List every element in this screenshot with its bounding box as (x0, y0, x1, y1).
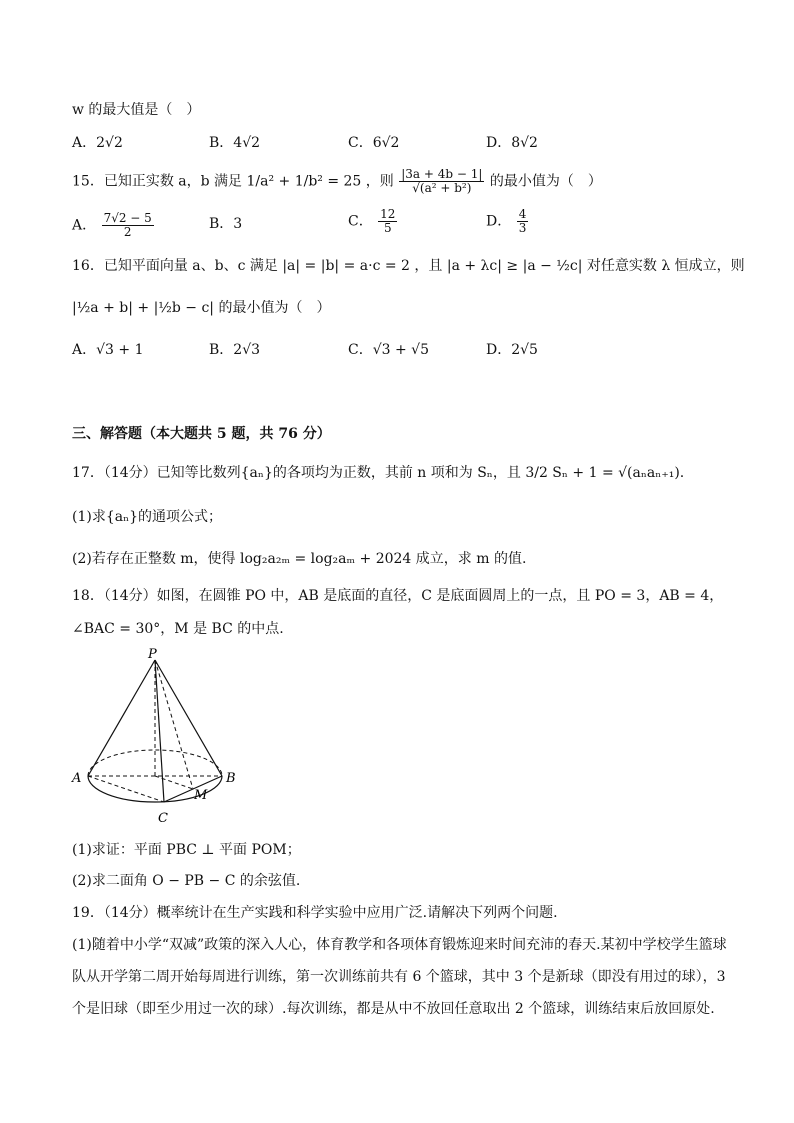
q16-suffix: 对任意实数 λ 恒成立，则 (586, 258, 745, 274)
q15-option-a-fraction (102, 212, 154, 239)
q16-line1 (72, 256, 745, 276)
q15-option-d-num: 4 (518, 207, 527, 221)
section-3-title: 三、解答题（本大题共 5 题，共 76 分） (72, 426, 331, 442)
q14-option-a: A．2√2 (72, 135, 123, 151)
q16-inequality: |a + λc| ≥ |a − ½c| (446, 258, 583, 274)
line-pm (155, 660, 193, 789)
q15-option-c (348, 208, 398, 235)
q17-part2: (2)若存在正整数 m，使得 log₂a₂ₘ = log₂aₘ + 2024 成立，求 m 的值. (72, 551, 527, 567)
q15-option-d-fraction (517, 208, 529, 235)
q14-option-c: C．6√2 (348, 135, 400, 151)
q15-option-a-num: 7√2 − 5 (103, 211, 152, 225)
q15-condition: 1/a² + 1/b² = 25 (246, 173, 362, 190)
q15-option-a-den: 2 (123, 225, 132, 239)
q15-stem (72, 168, 602, 195)
q18-part1: (1)求证：平面 PBC ⊥ 平面 POM； (72, 842, 301, 858)
q16-prefix: 16．已知平面向量 a、b、c 满足 (72, 258, 278, 274)
q15-option-d (486, 208, 529, 235)
q16-option-b: B．2√3 (209, 342, 261, 358)
q18-part2: (2)求二面角 O − PB − C 的余弦值. (72, 873, 301, 889)
q14-tail: w 的最大值是（ ） (72, 102, 201, 118)
q19-line3: 队从开学第二周开始每周进行训练，第一次训练前共有 6 个篮球，其中 3 个是新球（即没有用过的球），3 (72, 969, 726, 985)
q19-line4: 个是旧球（即至少用过一次的球）.每次训练，都是从中不放回任意取出 2 个篮球，训练结束后放回原处. (72, 1001, 715, 1017)
q15-option-c-num: 12 (380, 207, 396, 221)
q15-option-c-den: 5 (383, 221, 392, 235)
q15-option-d-label: D． (486, 213, 512, 230)
q19-line2: (1)随着中小学“双减”政策的深入人心，体育教学和各项体育锻炼迎来时间充沛的春天.某初中学校学生篮球 (72, 937, 727, 953)
q17-part1: (1)求{aₙ}的通项公式； (72, 509, 223, 525)
q16-option-d: D．2√5 (486, 342, 538, 358)
q19-line1: 19．（14分）概率统计在生产实践和科学实验中应用广泛.请解决下列两个问题. (72, 905, 558, 921)
q15-expr-denominator: √(a² + b²) (412, 181, 472, 195)
q18-line1: 18．（14分）如图，在圆锥 PO 中，AB 是底面的直径，C 是底面圆周上的一点，且 PO = 3，AB = 4， (72, 588, 724, 604)
q16-condition: |a| = |b| = a·c = 2 (282, 258, 410, 274)
q17-stem-text: 17．（14分）已知等比数列{aₙ}的各项均为正数，其前 n 项和为 Sₙ，且 (72, 465, 521, 481)
q16-line2 (72, 298, 330, 318)
q15-option-c-fraction (378, 208, 397, 235)
label-p: P (148, 647, 157, 662)
q15-option-c-label: C． (348, 213, 373, 230)
q15-option-a (72, 212, 155, 239)
q15-suffix: 的最小值为（ ） (489, 173, 602, 190)
q15-expression (399, 168, 484, 195)
q16-option-a: A．√3 + 1 (72, 342, 144, 358)
label-a: A (72, 771, 82, 786)
edge-pb (155, 660, 222, 776)
q16-mid: ，且 (414, 258, 443, 274)
edge-pa (88, 660, 155, 776)
q15-prefix: 15．已知正实数 a，b 满足 (72, 173, 243, 190)
q16-line2-suffix: 的最小值为（ ） (218, 300, 331, 316)
q16-expression: |½a + b| + |½b − c| (72, 300, 215, 316)
chord-ac (88, 776, 164, 802)
label-m: M (194, 788, 208, 803)
edge-pc (155, 660, 164, 802)
q15-mid: ，则 (365, 173, 394, 190)
q14-option-d: D．8√2 (486, 135, 538, 151)
q14-option-b: B．4√2 (209, 135, 261, 151)
q15-option-a-label: A． (72, 217, 97, 234)
q15-option-b: B．3 (209, 216, 243, 232)
q15-option-d-den: 3 (518, 221, 527, 235)
q15-expr-numerator: |3a + 4b − 1| (401, 167, 483, 181)
q17-equation: 3/2 Sₙ + 1 = √(aₙaₙ₊₁) (525, 465, 680, 481)
q17-stem (72, 463, 684, 483)
label-b: B (226, 771, 236, 786)
line-om (155, 776, 193, 789)
label-c: C (158, 811, 168, 826)
q18-line2: ∠BAC = 30°，M 是 BC 的中点. (72, 621, 284, 637)
q17-stem-end: . (679, 465, 685, 481)
q16-option-c: C．√3 + √5 (348, 342, 429, 358)
cone-figure (68, 646, 248, 828)
